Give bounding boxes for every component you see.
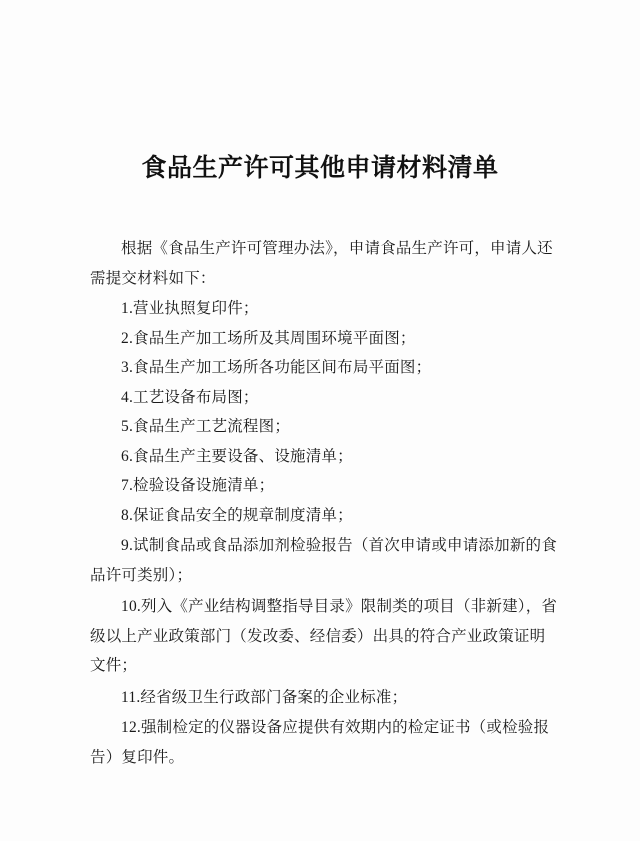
- item-text: 营业执照复印件；: [133, 299, 259, 317]
- item-number: 7.: [121, 477, 134, 494]
- item-text: 食品生产主要设备、设施清单；: [133, 446, 353, 465]
- item-number: 10.: [121, 598, 141, 615]
- list-item: [90, 353, 558, 383]
- item-text: 食品生产加工场所及其周围环境平面图；: [133, 328, 416, 347]
- item-number: 3.: [121, 359, 134, 376]
- item-number: 6.: [121, 447, 134, 465]
- item-number: 5.: [121, 418, 134, 435]
- item-number: 12.: [121, 719, 141, 736]
- list-item: [90, 531, 558, 590]
- item-number: 1.: [121, 300, 134, 317]
- document-title: 食品生产许可其他申请材料清单: [141, 153, 499, 182]
- list-item: [90, 294, 558, 324]
- list-item: [90, 713, 558, 772]
- item-number: 4.: [121, 388, 134, 406]
- item-text: 强制检定的仪器设备应提供有效期内的检定证书（或检验报告）复印件。: [90, 718, 550, 766]
- intro-paragraph: 根据《食品生产许可管理办法》，申请食品生产许可，申请人还需提交材料如下：: [90, 239, 553, 287]
- item-text: 经省级卫生行政部门备案的企业标准；: [140, 687, 408, 706]
- item-text: 列入《产业结构调整指导目录》限制类的项目（非新建），省级以上产业政策部门（发改委、经信委）出具的符合产业政策证明文件；: [90, 597, 558, 674]
- list-item: [90, 592, 558, 681]
- list-item: [90, 324, 558, 354]
- item-text: 食品生产工艺流程图；: [133, 417, 291, 435]
- item-number: 11.: [121, 688, 141, 706]
- document-body: [90, 234, 558, 774]
- list-item: [90, 442, 558, 472]
- item-text: 食品生产加工场所各功能区间布局平面图；: [133, 358, 432, 376]
- list-item: [90, 471, 558, 501]
- item-text: 保证食品安全的规章制度清单；: [133, 505, 353, 524]
- list-item: [90, 683, 558, 713]
- item-text: 检验设备设施清单；: [133, 476, 275, 494]
- list-item: [90, 412, 558, 442]
- item-number: 8.: [121, 506, 134, 524]
- list-item: [90, 383, 558, 413]
- list-item: [90, 501, 558, 531]
- item-text: 试制食品或食品添加剂检验报告（首次申请或申请添加新的食品许可类别）；: [90, 536, 557, 584]
- item-text: 工艺设备布局图；: [133, 387, 259, 406]
- item-number: 9.: [121, 537, 134, 554]
- item-number: 2.: [121, 329, 134, 347]
